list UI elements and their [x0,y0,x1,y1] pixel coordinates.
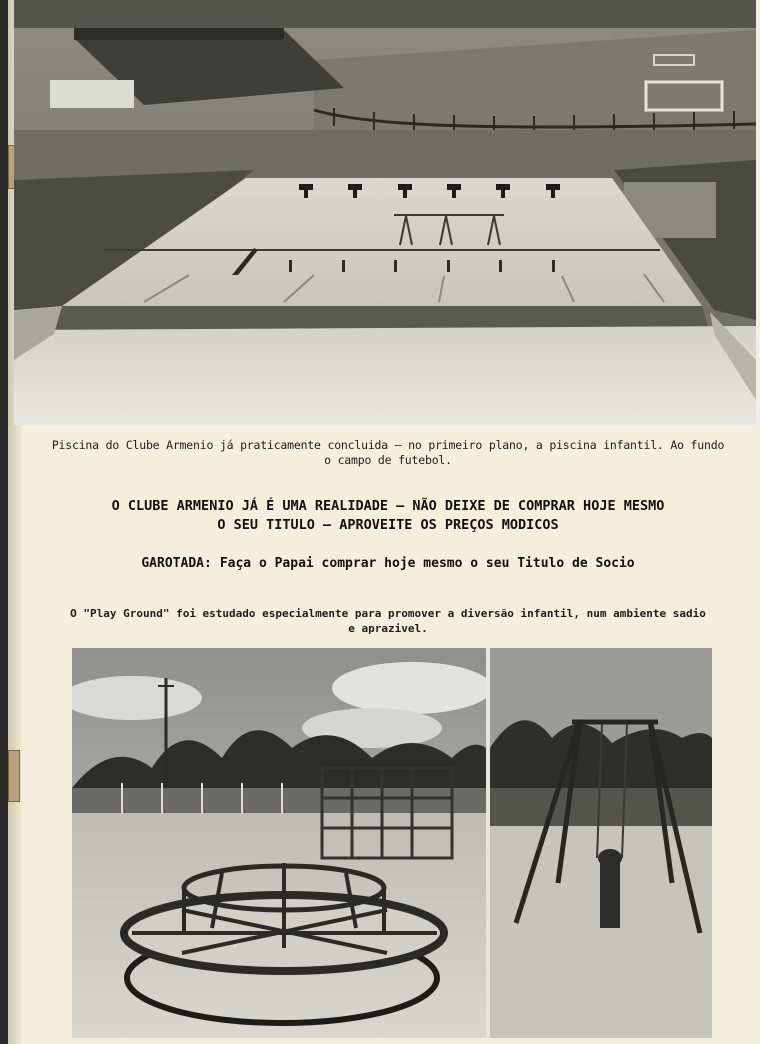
magazine-page [8,0,760,1044]
staple-bottom [8,750,20,802]
headline-line-2: O SEU TITULO — APROVEITE OS PREÇOS MODICOS [217,517,559,533]
garotada-text: Faça o Papai comprar hoje mesmo o seu Titulo de Socio [219,556,635,571]
playground-photo [72,648,712,1038]
garotada-label: GAROTADA: [141,556,212,571]
pool-photo-caption: Piscina do Clube Armenio já praticamente concluida — no primeiro plano, a piscina infantil. Ao fundo o campo de futebol. [51,438,725,467]
playground-description: O "Play Ground" foi estudado especialmente para promover a diversão infantil, num ambiente sadio e aprazivel. [70,607,706,635]
headline-line-1: O CLUBE ARMENIO JÁ É UMA REALIDADE — NÃO DEIXE DE COMPRAR HOJE MESMO [111,498,665,514]
pool-photo [14,0,756,425]
headline [38,497,738,535]
garotada-callout [38,556,738,571]
